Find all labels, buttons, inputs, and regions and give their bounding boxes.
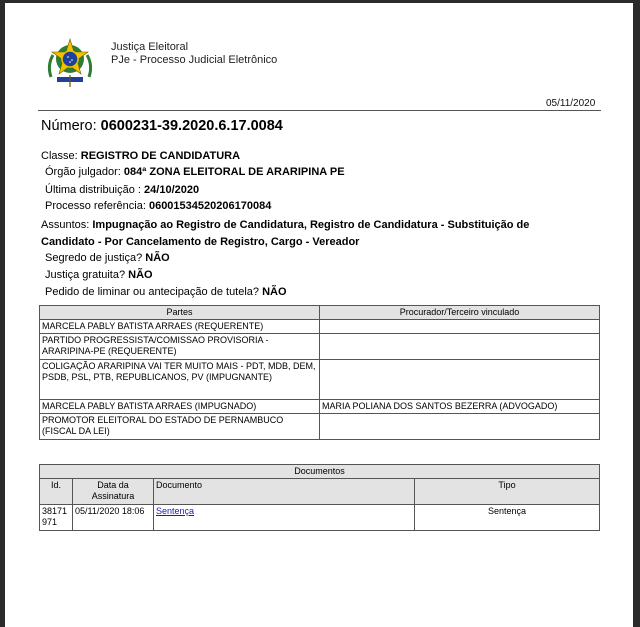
viewer-right-edge (633, 0, 640, 627)
procurador-cell (320, 414, 600, 440)
process-number (41, 118, 283, 134)
referencia-value: 06001534520206170084 (148, 200, 272, 212)
distribuicao-value: 24/10/2020 (144, 184, 200, 196)
field-liminar (45, 286, 287, 299)
doc-id-cell: 38171 971 (40, 505, 73, 531)
field-gratuita (45, 269, 153, 282)
table-row (40, 360, 600, 400)
header-divider (38, 110, 601, 111)
tipo-col-header: Tipo (415, 479, 600, 505)
header-text (111, 41, 277, 67)
field-orgao (45, 166, 345, 179)
documentos-title: Documentos (40, 465, 600, 479)
document-date: 05/11/2020 (546, 98, 596, 109)
segredo-value: NÃO (145, 252, 170, 264)
gratuita-value: NÃO (128, 269, 153, 281)
orgao-value: 084ª ZONA ELEITORAL DE ARARIPINA PE (123, 166, 345, 178)
table-row (40, 334, 600, 360)
partes-col-header: Partes (40, 306, 320, 320)
doc-data-cell: 05/11/2020 18:06 (73, 505, 154, 531)
documento-col-header: Documento (154, 479, 415, 505)
assuntos-value: Impugnação ao Registro de Candidatura, Registro de Candidatura - Substituição de Candidato - Por Cancelamento de Registro, Cargo - Vereador (41, 219, 530, 248)
partes-header-row (40, 306, 600, 320)
segredo-label: Segredo de justiça? (45, 252, 143, 264)
liminar-label: Pedido de liminar ou antecipação de tutela? (45, 286, 260, 298)
brazil-coat-of-arms-icon (43, 35, 97, 89)
parte-cell: COLIGAÇÃO ARARIPINA VAI TER MUITO MAIS - PDT, MDB, DEM, PSDB, PSL, PTB, REPUBLICANOS, PV (IMPUGNANTE) (40, 360, 320, 400)
procurador-cell (320, 360, 600, 400)
parte-cell: MARCELA PABLY BATISTA ARRAES (REQUERENTE) (40, 320, 320, 334)
distribuicao-label: Última distribuição : (45, 184, 141, 196)
orgao-label: Órgão julgador: (45, 166, 121, 178)
table-row (40, 400, 600, 414)
table-row (40, 414, 600, 440)
doc-tipo-cell: Sentença (415, 505, 600, 531)
field-distribuicao (45, 184, 199, 197)
parte-cell: MARCELA PABLY BATISTA ARRAES (IMPUGNADO) (40, 400, 320, 414)
field-segredo (45, 252, 170, 265)
assuntos-label: Assuntos: (41, 219, 90, 231)
procurador-cell (320, 320, 600, 334)
process-number-label: Número: (41, 118, 97, 134)
parte-cell: PARTIDO PROGRESSISTA/COMISSAO PROVISORIA - ARARIPINA-PE (REQUERENTE) (40, 334, 320, 360)
liminar-value: NÃO (262, 286, 287, 298)
procurador-cell: MARIA POLIANA DOS SANTOS BEZERRA (ADVOGADO) (320, 400, 600, 414)
partes-table (39, 305, 600, 440)
doc-documento-cell (154, 505, 415, 531)
id-col-header: Id. (40, 479, 73, 505)
header-system: PJe - Processo Judicial Eletrônico (111, 54, 278, 66)
procurador-col-header: Procurador/Terceiro vinculado (320, 306, 600, 320)
field-referencia (45, 200, 271, 213)
classe-value: REGISTRO DE CANDIDATURA (80, 150, 241, 162)
procurador-cell (320, 334, 600, 360)
documentos-table (39, 464, 600, 531)
gratuita-label: Justiça gratuita? (45, 269, 126, 281)
parte-cell: PROMOTOR ELEITORAL DO ESTADO DE PERNAMBUCO (FISCAL DA LEI) (40, 414, 320, 440)
field-classe (41, 150, 240, 163)
data-col-header: Data da Assinatura (73, 479, 154, 505)
referencia-label: Processo referência: (45, 200, 146, 212)
documentos-title-row (40, 465, 600, 479)
field-assuntos (41, 217, 581, 251)
sentenca-document-link[interactable]: Sentença (156, 506, 195, 516)
table-row (40, 505, 600, 531)
process-number-value: 0600231-39.2020.6.17.0084 (100, 118, 283, 134)
documentos-header-row (40, 479, 600, 505)
table-row (40, 320, 600, 334)
header-org: Justiça Eleitoral (111, 41, 189, 53)
classe-label: Classe: (41, 150, 78, 162)
